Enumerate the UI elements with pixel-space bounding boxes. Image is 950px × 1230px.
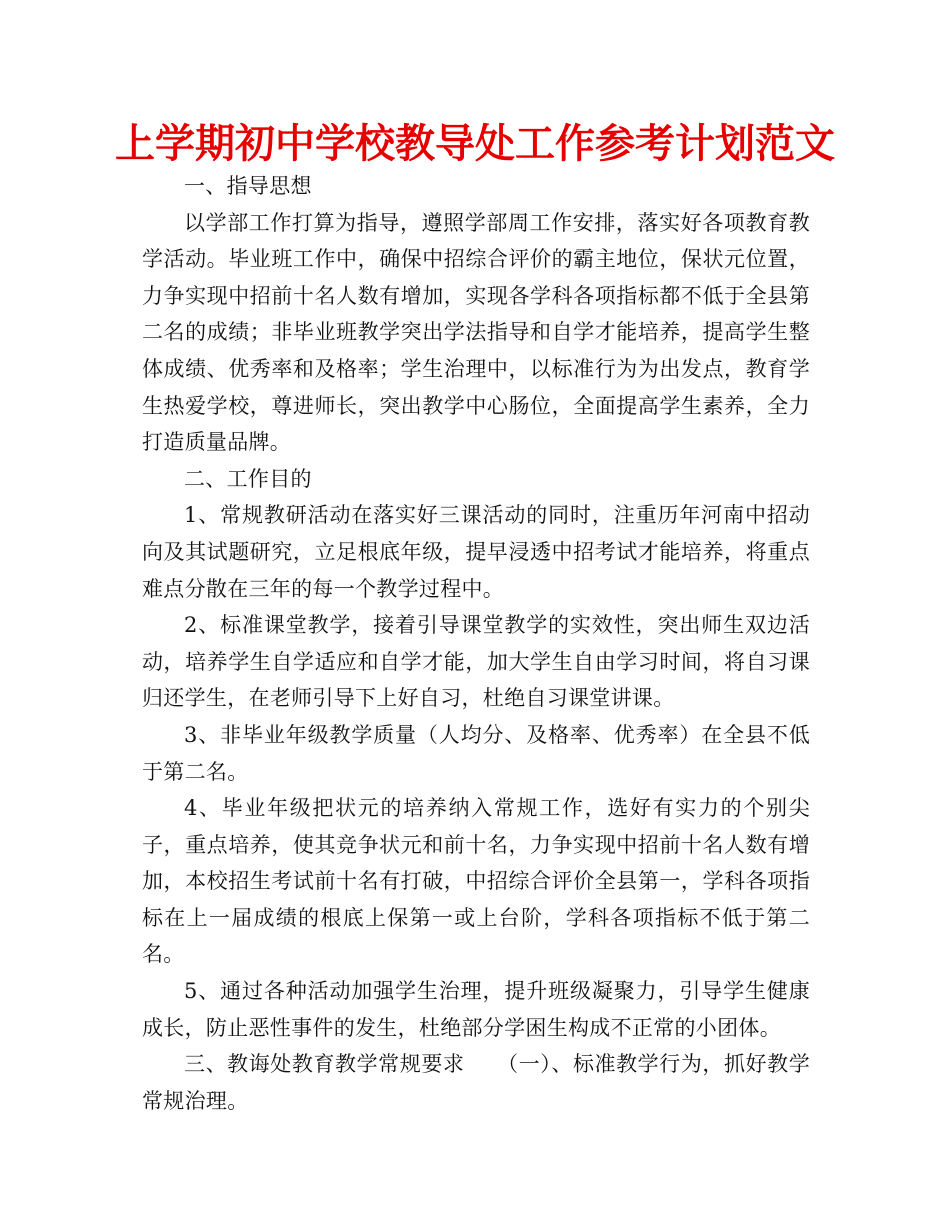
paragraph-goal-5: 5、通过各种活动加强学生治理，提升班级凝聚力，引导学生健康成长，防止恶性事件的发生，杜绝部分学困生构成不正常的小团体。 <box>142 979 810 1040</box>
paragraph-goal-3: 3、非毕业年级教学质量（人均分、及格率、优秀率）在全县不低于第二名。 <box>142 722 810 784</box>
section-heading-routine-requirements: 三、教诲处教育教学常规要求 （一）、标准教学行为，抓好教学常规治理。 <box>142 1052 810 1113</box>
section-heading-guiding-ideology: 一、指导思想 <box>184 174 312 198</box>
paragraph-guiding-ideology: 以学部工作打算为指导，遵照学部周工作安排，落实好各项教育教学活动。毕业班工作中，确保中招综合评价的霸主地位，保状元位置，力争实现中招前十名人数有增加，实现各学科各项指标都不低于全县第二名的成绩；非毕业班教学突出学法指导和自学才能培养，提高学生整体成绩、优秀率和及格率；学生治理中，以标准行为为出发点，教育学生热爱学校，尊进师长，突出教学中心肠位，全面提高学生素养，全力打造质量品牌。 <box>142 210 810 455</box>
document-title: 上学期初中学校教导处工作参考计划范文 <box>115 121 835 167</box>
paragraph-goal-1: 1、常规教研活动在落实好三课活动的同时，注重历年河南中招动向及其试题研究，立足根底年级，提早浸透中招考试才能培养，将重点难点分散在三年的每一个教学过程中。 <box>142 503 810 601</box>
paragraph-goal-2: 2、标准课堂教学，接着引导课堂教学的实效性，突出师生双边活动，培养学生自学适应和自学才能，加大学生自由学习时间，将自习课归还学生，在老师引导下上好自习，杜绝自习课堂讲课。 <box>142 613 810 711</box>
section-heading-work-goals: 二、工作目的 <box>184 466 312 491</box>
document-body <box>142 168 810 1119</box>
paragraph-goal-4: 4、毕业年级把状元的培养纳入常规工作，选好有实力的个别尖子，重点培养，使其竞争状元和前十名，力争实现中招前十名人数有增加，本校招生考试前十名有打破，中招综合评价全县第一，学科各项指标在上一届成绩的根底上保第一或上台阶，学科各项指标不低于第二名。 <box>142 796 810 967</box>
